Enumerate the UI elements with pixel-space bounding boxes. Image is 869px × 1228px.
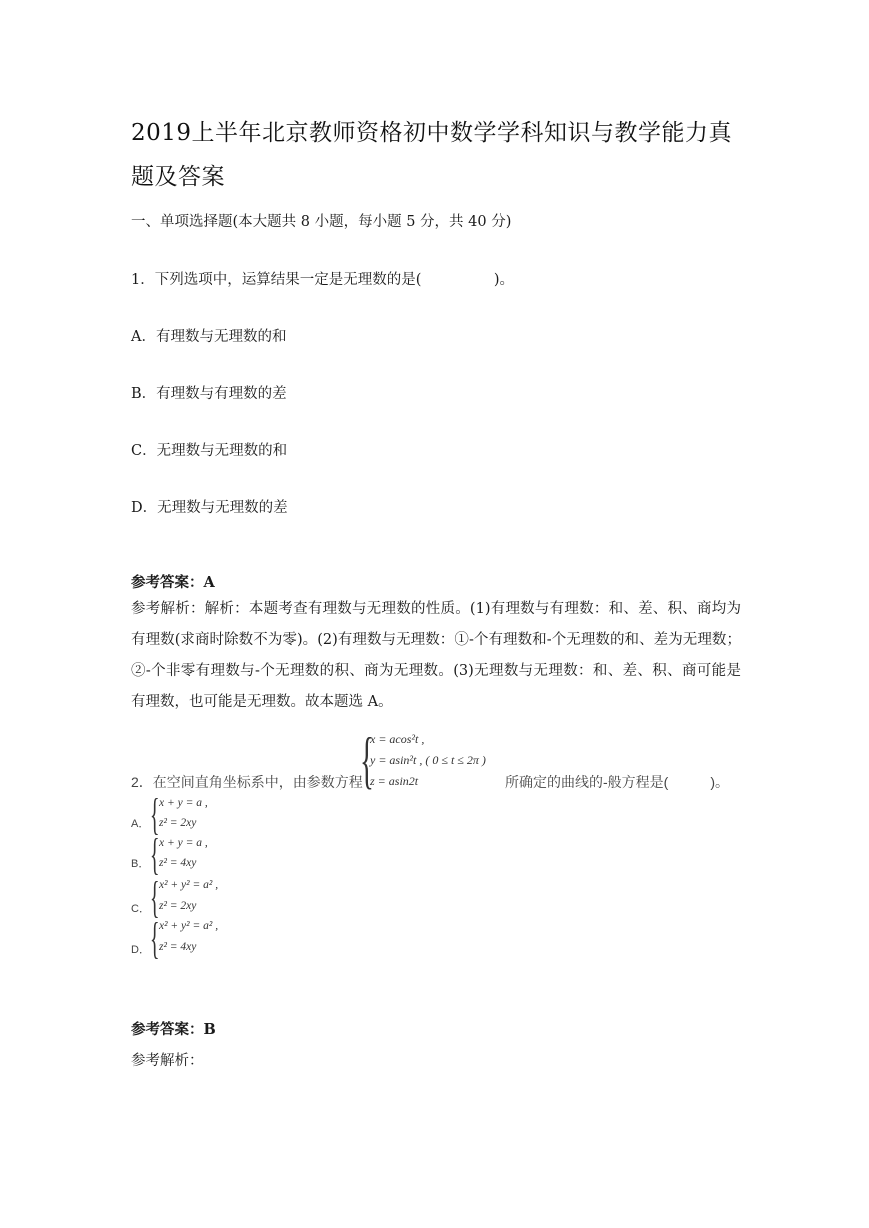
- question-2-answer: 参考答案：B: [131, 1021, 216, 1038]
- section-header: 一、单项选择题(本大题共 8 小题，每小题 5 分，共 40 分): [131, 214, 512, 230]
- option-c-label: C．: [131, 903, 150, 915]
- option-c-eq-2: z² = 2xy: [159, 900, 197, 912]
- option-a-brace: {: [150, 790, 160, 839]
- param-eq-line-1: x = acos²t ,: [370, 732, 425, 746]
- question-2-stem-prefix: 2．在空间直角坐标系中，由参数方程: [131, 774, 363, 790]
- title-line-1: 2019上半年北京教师资格初中数学学科知识与教学能力真: [131, 120, 733, 146]
- option-d-eq-1: x² + y² = a² ,: [159, 920, 219, 932]
- option-c-brace: {: [150, 873, 160, 922]
- option-a-label: A．: [131, 818, 150, 830]
- option-a-eq-2: z² = 2xy: [159, 817, 197, 829]
- option-d-brace: {: [150, 914, 160, 963]
- title-line-2: 题及答案: [131, 164, 225, 190]
- question-2-explanation: 参考解析：: [131, 1053, 204, 1069]
- question-1-option-d: D．无理数与无理数的差: [131, 500, 288, 516]
- option-d-label: D．: [131, 944, 150, 956]
- question-1-stem: 1．下列选项中，运算结果一定是无理数的是( )。: [131, 272, 515, 288]
- option-b-label: B．: [131, 858, 150, 870]
- question-2-stem-suffix: 所确定的曲线的-般方程是( )。: [505, 774, 729, 790]
- question-1-explanation: 参考解析：解析：本题考查有理数与无理数的性质。(1)有理数与有理数：和、差、积、商均为有理数(求商时除数不为零)。(2)有理数与无理数：①-个有理数和-个无理数的和、差为无理数；②-个非零有理数与-个无理数的积、商为无理数。(3)无理数与无理数：和、差、积、商可能是有理数，也可能是无理数。故本题选 A。: [131, 601, 741, 710]
- option-b-eq-1: x + y = a ,: [159, 837, 208, 849]
- question-1-option-b: B．有理数与有理数的差: [131, 386, 287, 402]
- option-d-eq-2: z² = 4xy: [159, 941, 197, 953]
- param-eq-line-3: z = asin2t: [370, 774, 419, 788]
- question-1-answer: 参考答案：A: [131, 574, 215, 591]
- param-brace: {: [360, 724, 374, 795]
- option-b-eq-2: z² = 4xy: [159, 857, 197, 869]
- option-a-eq-1: x + y = a ,: [159, 797, 208, 809]
- option-c-eq-1: x² + y² = a² ,: [159, 879, 219, 891]
- question-1-option-a: A．有理数与无理数的和: [131, 329, 287, 345]
- question-1-option-c: C．无理数与无理数的和: [131, 443, 288, 459]
- option-b-brace: {: [150, 830, 160, 879]
- param-eq-line-2: y = asin²t , ( 0 ≤ t ≤ 2π ): [370, 753, 486, 767]
